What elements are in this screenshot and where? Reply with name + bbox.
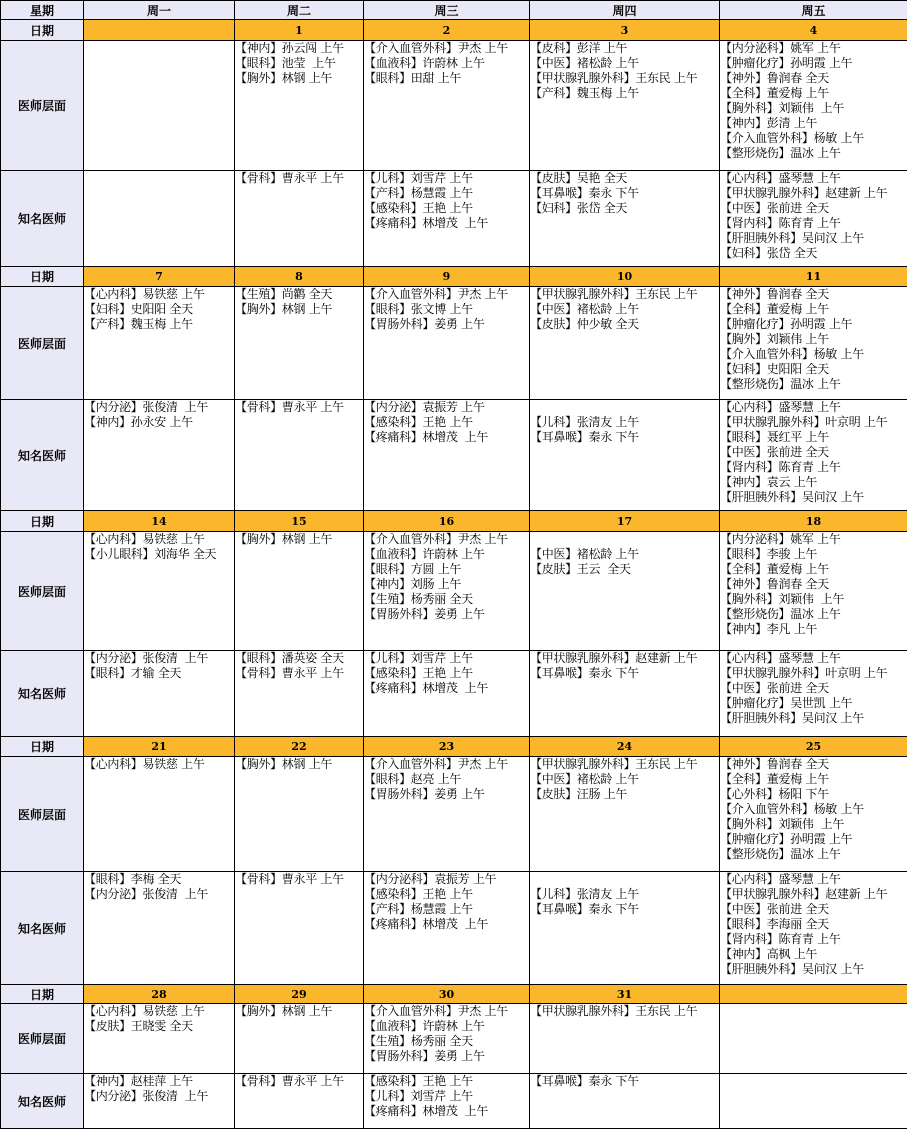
- doctor-entry: 【骨科】曹永平 上午: [235, 400, 363, 415]
- doctor-entry: 【神内】袁云 上午: [720, 475, 907, 490]
- doctor-entry: 【中医】褚松龄 上午: [530, 302, 719, 317]
- doctor-entry: 【儿科】张清友 上午: [530, 887, 719, 902]
- schedule-cell: [84, 41, 235, 171]
- doctor-entry: 【介入血管外科】杨敏 上午: [720, 131, 907, 146]
- doctor-entry: 【肿瘤化疗】吴世凯 上午: [720, 696, 907, 711]
- date-cell: 7: [84, 267, 235, 287]
- doctor-entry: 【生殖】杨秀丽 全天: [364, 592, 529, 607]
- doctor-entry: 【神内】刘肠 上午: [364, 577, 529, 592]
- date-cell: 15: [235, 511, 364, 532]
- schedule-cell: [530, 757, 720, 872]
- doctor-entry: 【神外】鲁润春 全天: [720, 577, 907, 592]
- doctor-entry: 【介入血管外科】尹杰 上午: [364, 1004, 529, 1019]
- doctor-entry: 【胸外科】刘颖伟 上午: [720, 101, 907, 116]
- doctor-entry: 【眼科】李海丽 全天: [720, 917, 907, 932]
- schedule-cell: [364, 1074, 530, 1129]
- doctor-entry: 【眼科】张文博 上午: [364, 302, 529, 317]
- date-cell: 11: [720, 267, 907, 287]
- schedule-cell: [84, 872, 235, 985]
- doctor-entry: 【血液科】许蔚林 上午: [364, 56, 529, 71]
- schedule-cell: [720, 400, 907, 511]
- doctor-entry: 【心内科】易铁慈 上午: [84, 532, 234, 547]
- doctor-entry: 【心内科】盛琴慧 上午: [720, 400, 907, 415]
- doctor-entry: 【介入血管外科】尹杰 上午: [364, 41, 529, 56]
- date-row-label: 日期: [1, 267, 84, 287]
- doctor-entry: 【中医】褚松龄 上午: [530, 56, 719, 71]
- famous-doctor-row-label: 知名医师: [1, 400, 84, 511]
- doctor-entry: 【心内科】盛琴慧 上午: [720, 171, 907, 186]
- date-cell: 8: [235, 267, 364, 287]
- doctor-entry: 【小儿眼科】刘海华 全天: [84, 547, 234, 562]
- doctor-entry: 【整形烧伤】温冰 上午: [720, 146, 907, 161]
- schedule-body: [1, 1, 907, 1129]
- doctor-entry: 【胸外】林钢 上午: [235, 532, 363, 547]
- schedule-cell: [720, 1004, 907, 1074]
- schedule-cell: [235, 41, 364, 171]
- doctor-entry: 【感染科】王艳 上午: [364, 201, 529, 216]
- schedule-cell: [364, 41, 530, 171]
- doctor-entry: 【感染科】王艳 上午: [364, 415, 529, 430]
- doctor-entry: [530, 872, 719, 887]
- doctor-entry: 【肝胆胰外科】吴问汉 上午: [720, 711, 907, 726]
- schedule-cell: [235, 872, 364, 985]
- doctor-entry: 【神内】高枫 上午: [720, 947, 907, 962]
- doctor-entry: 【感染科】王艳 上午: [364, 1074, 529, 1089]
- doctor-level-row-label: 医师层面: [1, 1004, 84, 1074]
- doctor-entry: 【胸外科】刘颖伟 上午: [720, 592, 907, 607]
- doctor-entry: 【内分泌】张俊清 上午: [84, 1089, 234, 1104]
- doctor-entry: 【介入血管外科】尹杰 上午: [364, 287, 529, 302]
- date-cell: 23: [364, 737, 530, 757]
- schedule-cell: [364, 400, 530, 511]
- schedule-cell: [364, 872, 530, 985]
- doctor-entry: 【耳鼻喉】秦永 下午: [530, 666, 719, 681]
- doctor-entry: 【甲状腺乳腺外科】赵建新 上午: [530, 651, 719, 666]
- schedule-cell: [720, 651, 907, 737]
- date-cell: 24: [530, 737, 720, 757]
- doctor-entry: 【胸外】林钢 上午: [235, 1004, 363, 1019]
- doctor-entry: 【中医】褚松龄 上午: [530, 772, 719, 787]
- doctor-entry: 【疼痛科】林增茂 上午: [364, 917, 529, 932]
- doctor-entry: 【耳鼻喉】秦永 下午: [530, 430, 719, 445]
- doctor-entry: 【肿瘤化疗】孙明霞 上午: [720, 56, 907, 71]
- doctor-entry: 【胃肠外科】姜勇 上午: [364, 787, 529, 802]
- schedule-cell: [720, 532, 907, 651]
- doctor-entry: 【肾内科】陈育青 上午: [720, 216, 907, 231]
- doctor-entry: 【感染科】王艳 上午: [364, 887, 529, 902]
- doctor-entry: 【心外科】杨阳 下午: [720, 787, 907, 802]
- doctor-entry: 【甲状腺乳腺外科】王东民 上午: [530, 71, 719, 86]
- schedule-cell: [84, 1004, 235, 1074]
- doctor-entry: 【感染科】王艳 上午: [364, 666, 529, 681]
- doctor-entry: 【内分泌科】袁振芳 上午: [364, 872, 529, 887]
- date-cell: 28: [84, 985, 235, 1004]
- doctor-entry: 【胃肠外科】姜勇 上午: [364, 607, 529, 622]
- doctor-entry: 【甲状腺乳腺外科】赵建新 上午: [720, 887, 907, 902]
- doctor-entry: 【骨科】曹永平 上午: [235, 171, 363, 186]
- schedule-cell: [84, 171, 235, 267]
- doctor-entry: 【胸外】林钢 上午: [235, 302, 363, 317]
- date-row: [1, 985, 907, 1004]
- schedule-cell: [235, 532, 364, 651]
- doctor-entry: 【疼痛科】林增茂 上午: [364, 216, 529, 231]
- schedule-cell: [720, 287, 907, 400]
- date-cell: 9: [364, 267, 530, 287]
- doctor-entry: 【中医】褚松龄 上午: [530, 547, 719, 562]
- doctor-entry: 【皮肤】仲少敏 全天: [530, 317, 719, 332]
- doctor-entry: 【眼科】聂红平 上午: [720, 430, 907, 445]
- date-row: [1, 737, 907, 757]
- schedule-cell: [720, 757, 907, 872]
- schedule-cell: [530, 1004, 720, 1074]
- date-cell: 17: [530, 511, 720, 532]
- date-cell: 30: [364, 985, 530, 1004]
- date-row-label: 日期: [1, 511, 84, 532]
- date-row-label: 日期: [1, 737, 84, 757]
- doctor-entry: 【介入血管外科】尹杰 上午: [364, 532, 529, 547]
- doctor-entry: 【甲状腺乳腺外科】王东民 上午: [530, 757, 719, 772]
- doctor-entry: 【心内科】盛琴慧 上午: [720, 651, 907, 666]
- schedule-cell: [84, 400, 235, 511]
- doctor-entry: 【介入血管外科】尹杰 上午: [364, 757, 529, 772]
- doctor-entry: 【疼痛科】林增茂 上午: [364, 681, 529, 696]
- famous-doctor-row: [1, 872, 907, 985]
- doctor-entry: 【产科】魏玉梅 上午: [84, 317, 234, 332]
- schedule-cell: [530, 41, 720, 171]
- date-cell: [720, 985, 907, 1004]
- doctor-entry: 【甲状腺乳腺外科】叶京明 上午: [720, 666, 907, 681]
- doctor-entry: 【神外】鲁润春 全天: [720, 71, 907, 86]
- doctor-entry: 【神内】孙云闯 上午: [235, 41, 363, 56]
- doctor-entry: 【皮肤】吴艳 全天: [530, 171, 719, 186]
- schedule-cell: [84, 651, 235, 737]
- doctor-entry: 【眼科】池莹 上午: [235, 56, 363, 71]
- schedule-cell: [720, 171, 907, 267]
- doctor-entry: 【胸外】林钢 上午: [235, 757, 363, 772]
- doctor-entry: 【神内】彭清 上午: [720, 116, 907, 131]
- doctor-entry: 【妇科】张岱 全天: [720, 246, 907, 261]
- date-cell: 18: [720, 511, 907, 532]
- doctor-entry: 【耳鼻喉】秦永 下午: [530, 902, 719, 917]
- doctor-entry: 【整形烧伤】温冰 上午: [720, 607, 907, 622]
- schedule-cell: [364, 287, 530, 400]
- doctor-entry: 【神内】孙永安 上午: [84, 415, 234, 430]
- schedule-cell: [364, 1004, 530, 1074]
- schedule-cell: [84, 1074, 235, 1129]
- schedule-cell: [235, 400, 364, 511]
- doctor-level-row-label: 医师层面: [1, 287, 84, 400]
- doctor-entry: 【皮肤】汪肠 上午: [530, 787, 719, 802]
- famous-doctor-row-label: 知名医师: [1, 651, 84, 737]
- doctor-entry: 【耳鼻喉】秦永 下午: [530, 186, 719, 201]
- doctor-entry: 【内分泌】张俊清 上午: [84, 400, 234, 415]
- doctor-entry: 【神外】鲁润春 全天: [720, 287, 907, 302]
- doctor-level-row-label: 医师层面: [1, 41, 84, 171]
- doctor-entry: 【皮科】彭洋 上午: [530, 41, 719, 56]
- doctor-entry: 【神外】鲁润春 全天: [720, 757, 907, 772]
- schedule-cell: [84, 287, 235, 400]
- doctor-entry: 【内分泌科】姚军 上午: [720, 41, 907, 56]
- corner-header: 星期: [1, 1, 84, 20]
- weekday-header: 周四: [530, 1, 720, 20]
- doctor-level-row: [1, 1004, 907, 1074]
- famous-doctor-row: [1, 400, 907, 511]
- doctor-entry: 【产科】魏玉梅 上午: [530, 86, 719, 101]
- famous-doctor-row-label: 知名医师: [1, 872, 84, 985]
- doctor-entry: 【妇科】史阳阳 全天: [720, 362, 907, 377]
- doctor-entry: 【整形烧伤】温冰 上午: [720, 847, 907, 862]
- schedule-cell: [530, 1074, 720, 1129]
- doctor-entry: 【中医】张前进 全天: [720, 681, 907, 696]
- schedule-cell: [530, 532, 720, 651]
- schedule-cell: [364, 171, 530, 267]
- doctor-entry: 【心内科】易铁慈 上午: [84, 1004, 234, 1019]
- doctor-entry: 【介入血管外科】杨敏 上午: [720, 347, 907, 362]
- doctor-entry: 【生殖】尚鹳 全天: [235, 287, 363, 302]
- doctor-entry: 【生殖】杨秀丽 全天: [364, 1034, 529, 1049]
- doctor-entry: 【甲状腺乳腺外科】王东民 上午: [530, 1004, 719, 1019]
- famous-doctor-row-label: 知名医师: [1, 1074, 84, 1129]
- date-cell: 16: [364, 511, 530, 532]
- schedule-cell: [530, 872, 720, 985]
- doctor-entry: 【心内科】盛琴慧 上午: [720, 872, 907, 887]
- doctor-entry: 【皮肤】王云 全天: [530, 562, 719, 577]
- doctor-entry: 【血液科】许蔚林 上午: [364, 547, 529, 562]
- date-row: [1, 511, 907, 532]
- doctor-entry: 【眼科】李梅 全天: [84, 872, 234, 887]
- date-cell: 22: [235, 737, 364, 757]
- doctor-entry: 【甲状腺乳腺外科】叶京明 上午: [720, 415, 907, 430]
- doctor-entry: 【儿科】张清友 上午: [530, 415, 719, 430]
- date-cell: 21: [84, 737, 235, 757]
- doctor-level-row-label: 医师层面: [1, 532, 84, 651]
- schedule-cell: [530, 171, 720, 267]
- date-cell: 14: [84, 511, 235, 532]
- famous-doctor-row-label: 知名医师: [1, 171, 84, 267]
- weekday-header: 周二: [235, 1, 364, 20]
- doctor-entry: 【神内】赵桂萍 上午: [84, 1074, 234, 1089]
- date-cell: [84, 20, 235, 41]
- doctor-entry: 【骨科】曹永平 上午: [235, 666, 363, 681]
- schedule-cell: [84, 757, 235, 872]
- date-row: [1, 20, 907, 41]
- doctor-level-row-label: 医师层面: [1, 757, 84, 872]
- doctor-entry: 【心内科】易铁慈 上午: [84, 287, 234, 302]
- schedule-cell: [530, 400, 720, 511]
- weekday-header-row: [1, 1, 907, 20]
- doctor-entry: 【胸外科】刘颖伟 上午: [720, 817, 907, 832]
- date-cell: 25: [720, 737, 907, 757]
- date-row-label: 日期: [1, 985, 84, 1004]
- date-cell: 31: [530, 985, 720, 1004]
- doctor-entry: 【眼科】李骏 上午: [720, 547, 907, 562]
- doctor-entry: 【皮肤】王晓雯 全天: [84, 1019, 234, 1034]
- doctor-entry: 【肾内科】陈育青 上午: [720, 932, 907, 947]
- doctor-entry: 【介入血管外科】杨敏 上午: [720, 802, 907, 817]
- doctor-entry: 【血液科】许蔚林 上午: [364, 1019, 529, 1034]
- doctor-entry: 【疼痛科】林增茂 上午: [364, 430, 529, 445]
- date-cell: 2: [364, 20, 530, 41]
- doctor-entry: 【眼科】潘英姿 全天: [235, 651, 363, 666]
- doctor-entry: [530, 532, 719, 547]
- doctor-entry: 【胸外】林钢 上午: [235, 71, 363, 86]
- doctor-level-row: [1, 287, 907, 400]
- famous-doctor-row: [1, 1074, 907, 1129]
- schedule-cell: [235, 287, 364, 400]
- schedule-cell: [84, 532, 235, 651]
- doctor-entry: 【内分泌科】姚军 上午: [720, 532, 907, 547]
- schedule-cell: [720, 41, 907, 171]
- doctor-entry: 【神内】李凡 上午: [720, 622, 907, 637]
- schedule-cell: [530, 651, 720, 737]
- date-cell: 1: [235, 20, 364, 41]
- doctor-entry: 【肿瘤化疗】孙明霞 上午: [720, 317, 907, 332]
- doctor-entry: 【整形烧伤】温冰 上午: [720, 377, 907, 392]
- doctor-entry: 【全科】董爱梅 上午: [720, 772, 907, 787]
- date-cell: 3: [530, 20, 720, 41]
- weekday-header: 周三: [364, 1, 530, 20]
- date-cell: 29: [235, 985, 364, 1004]
- doctor-entry: 【骨科】曹永平 上午: [235, 872, 363, 887]
- doctor-entry: 【全科】董爱梅 上午: [720, 302, 907, 317]
- doctor-entry: 【全科】董爱梅 上午: [720, 86, 907, 101]
- schedule-cell: [364, 651, 530, 737]
- doctor-entry: 【甲状腺乳腺外科】王东民 上午: [530, 287, 719, 302]
- doctor-entry: 【中医】张前进 全天: [720, 902, 907, 917]
- doctor-entry: 【肝胆胰外科】吴问汉 上午: [720, 490, 907, 505]
- doctor-entry: 【眼科】才输 全天: [84, 666, 234, 681]
- doctor-entry: 【肿瘤化疗】孙明霞 上午: [720, 832, 907, 847]
- schedule-cell: [530, 287, 720, 400]
- schedule-cell: [720, 1074, 907, 1129]
- doctor-entry: 【儿科】刘雪芹 上午: [364, 1089, 529, 1104]
- doctor-entry: 【产科】杨慧霞 上午: [364, 902, 529, 917]
- famous-doctor-row: [1, 171, 907, 267]
- doctor-entry: 【眼科】赵亮 上午: [364, 772, 529, 787]
- doctor-entry: 【甲状腺乳腺外科】赵建新 上午: [720, 186, 907, 201]
- schedule-cell: [364, 532, 530, 651]
- schedule-cell: [235, 651, 364, 737]
- schedule-cell: [235, 1004, 364, 1074]
- weekday-header: 周一: [84, 1, 235, 20]
- date-cell: 10: [530, 267, 720, 287]
- doctor-entry: 【骨科】曹永平 上午: [235, 1074, 363, 1089]
- doctor-entry: 【中医】张前进 全天: [720, 445, 907, 460]
- schedule-cell: [720, 872, 907, 985]
- doctor-entry: 【胃肠外科】姜勇 上午: [364, 317, 529, 332]
- doctor-entry: 【儿科】刘雪芹 上午: [364, 651, 529, 666]
- weekday-header: 周五: [720, 1, 907, 20]
- schedule-cell: [235, 757, 364, 872]
- doctor-entry: 【儿科】刘雪芹 上午: [364, 171, 529, 186]
- doctor-entry: 【产科】杨慧霞 上午: [364, 186, 529, 201]
- doctor-entry: 【眼科】方圆 上午: [364, 562, 529, 577]
- schedule-cell: [364, 757, 530, 872]
- date-row: [1, 267, 907, 287]
- doctor-entry: 【肝胆胰外科】吴问汉 上午: [720, 231, 907, 246]
- doctor-entry: [530, 400, 719, 415]
- doctor-entry: 【妇科】史阳阳 全天: [84, 302, 234, 317]
- doctor-entry: 【耳鼻喉】秦永 下午: [530, 1074, 719, 1089]
- doctor-entry: 【内分泌】张俊清 上午: [84, 887, 234, 902]
- doctor-entry: 【内分泌】张俊清 上午: [84, 651, 234, 666]
- doctor-entry: 【内分泌】袁振芳 上午: [364, 400, 529, 415]
- doctor-level-row: [1, 532, 907, 651]
- doctor-entry: 【全科】董爱梅 上午: [720, 562, 907, 577]
- schedule-cell: [235, 1074, 364, 1129]
- doctor-entry: 【眼科】田甜 上午: [364, 71, 529, 86]
- doctor-entry: 【妇科】张岱 全天: [530, 201, 719, 216]
- doctor-entry: 【心内科】易铁慈 上午: [84, 757, 234, 772]
- doctor-entry: 【胃肠外科】姜勇 上午: [364, 1049, 529, 1064]
- date-cell: 4: [720, 20, 907, 41]
- doctor-level-row: [1, 757, 907, 872]
- schedule-cell: [235, 171, 364, 267]
- doctor-entry: 【胸外】刘颖伟 上午: [720, 332, 907, 347]
- date-row-label: 日期: [1, 20, 84, 41]
- famous-doctor-row: [1, 651, 907, 737]
- doctor-level-row: [1, 41, 907, 171]
- doctor-entry: 【肾内科】陈育青 上午: [720, 460, 907, 475]
- doctor-entry: 【肝胆胰外科】吴问汉 上午: [720, 962, 907, 977]
- doctor-entry: 【中医】张前进 全天: [720, 201, 907, 216]
- doctor-entry: 【疼痛科】林增茂 上午: [364, 1104, 529, 1119]
